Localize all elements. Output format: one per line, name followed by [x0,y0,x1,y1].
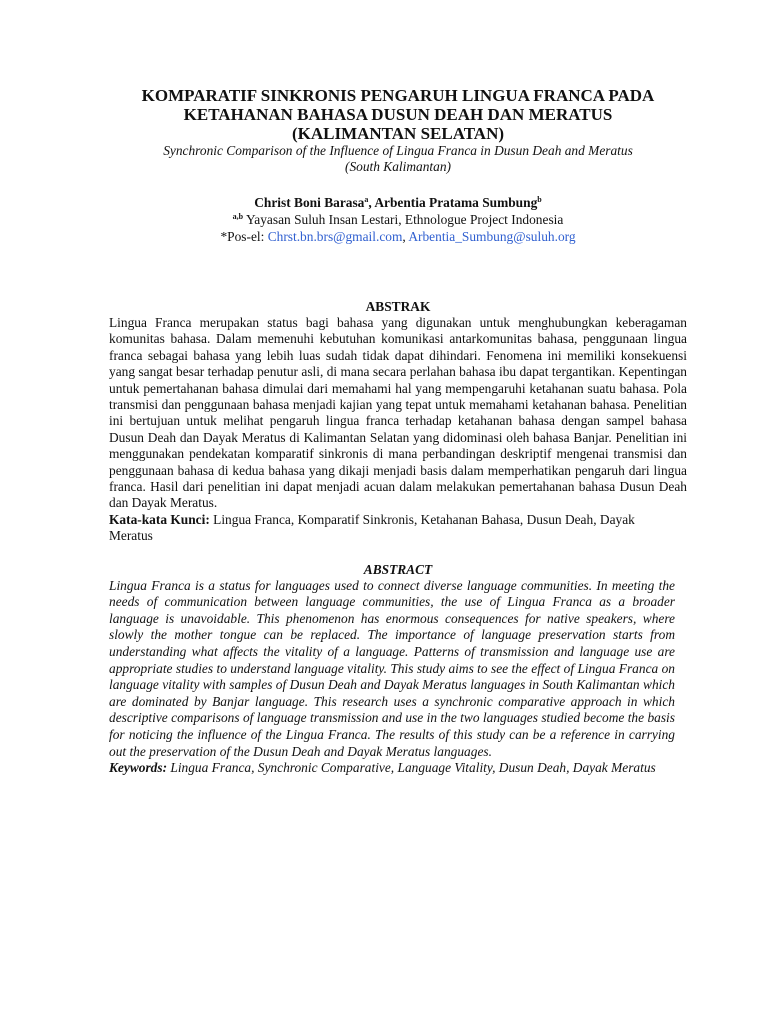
email-link-1[interactable]: Chrst.bn.brs@gmail.com [267,229,403,244]
author-2-sup: b [537,195,542,204]
paper-title [109,86,687,143]
title-line-3: (KALIMANTAN SELATAN) [291,124,505,143]
author-list [109,195,687,211]
email-label: *Pos-el: [220,229,268,244]
author-1-sup: a [364,195,369,204]
abstract-body: Lingua Franca is a status for languages used to connect diverse language communities. In meeting the needs of communication between language communities, the use of Lingua Franca as a broader language is unavoidable. This phenomenon has enormous consequences for native speakers, where slowly the mother tongue can be replaced. The importance of language preservation starts from understanding what affects the vitality of a language. Patterns of transmission and language use are appropriate studies to understand language vitality. This study aims to see the effect of Lingua Franca on language vitality with samples of Dusun Deah and Dayak Meratus languages in South Kalimantan which are dominated by Banjar language. This research uses a synchronic comparative approach in which descriptive comparisons of language transmission and use in the two languages studied become the basis for noticing the influence of the Lingua Franca. The results of this study can be a reference in carrying out the preservation of the Dusun Deah and Dayak Meratus languages. [109,577,675,759]
author-separator: , [368,195,375,210]
author-1-name: Christ Boni Barasa [254,195,365,210]
subtitle-line-2: (South Kalimantan) [344,159,451,174]
abstrak-keywords-text: Lingua Franca, Komparatif Sinkronis, Ketahanan Bahasa, Dusun Deah, Dayak Meratus [109,511,635,544]
affiliation-text: Yayasan Suluh Insan Lestari, Ethnologue Project Indonesia [243,212,564,227]
abstrak-heading: ABSTRAK [365,299,431,314]
subtitle-line-1: Synchronic Comparison of the Influence of Lingua Franca in Dusun Deah and Meratus [163,143,633,158]
contact-emails [109,228,687,245]
abstract-keywords [109,760,687,777]
affiliation [109,211,687,228]
abstrak-keywords-label: Kata-kata Kunci: [109,511,210,527]
abstract-keywords-label: Keywords: [109,760,168,776]
author-2-name: Arbentia Pratama Sumbung [374,195,538,210]
email-link-2[interactable]: Arbentia_Sumbung@suluh.org [408,229,576,244]
abstrak-keywords [109,512,687,545]
title-line-2: KETAHANAN BAHASA DUSUN DEAH DAN MERATUS [183,105,613,124]
abstract-heading: ABSTRACT [363,561,433,577]
paper-subtitle [109,143,687,175]
affiliation-sup: a,b [232,212,244,221]
abstract-keywords-text: Lingua Franca, Synchronic Comparative, Language Vitality, Dusun Deah, Dayak Meratus [167,760,656,776]
title-line-1: KOMPARATIF SINKRONIS PENGARUH LINGUA FRANCA PADA [141,86,655,105]
abstrak-body: Lingua Franca merupakan status bagi bahasa yang digunakan untuk menghubungkan keberagaman komunitas bahasa. Dalam memenuhi kebutuhan komunikasi antarkomunitas bahasa, penggunaan lingua franca sebagai bahasa yang lebih luas sudah tidak dapat dihindari. Fenomena ini memiliki konsekuensi yang sangat besar terhadap penutur asli, di mana secara perlahan bahasa ibu dapat tergantikan. Kepentingan untuk pemertahanan bahasa dimulai dari memahami hal yang mempengaruhi ketahanan suatu bahasa. Pola transmisi dan penggunaan bahasa menjadi kajian yang tepat untuk memahami ketahanan bahasa. Penelitian ini bertujuan untuk melihat pengaruh lingua franca terhadap ketahanan bahasa dengan sampel bahasa Dusun Deah dan Dayak Meratus di Kalimantan Selatan yang didominasi oleh bahasa Banjar. Penelitian ini menggunakan pendekatan komparatif sinkronis di mana perbandingan deskriptif mengenai transmisi dan penggunaan bahasa di kedua bahasa yang dikaji menjadi basis dalam memperhatikan pengaruh dari lingua franca. Hasil dari penelitian ini dapat menjadi acuan dalam melakukan pemertahanan bahasa Dusun Deah dan Dayak Meratus. [109,315,687,511]
email-separator: , [402,229,409,244]
paper-first-page [109,86,687,777]
